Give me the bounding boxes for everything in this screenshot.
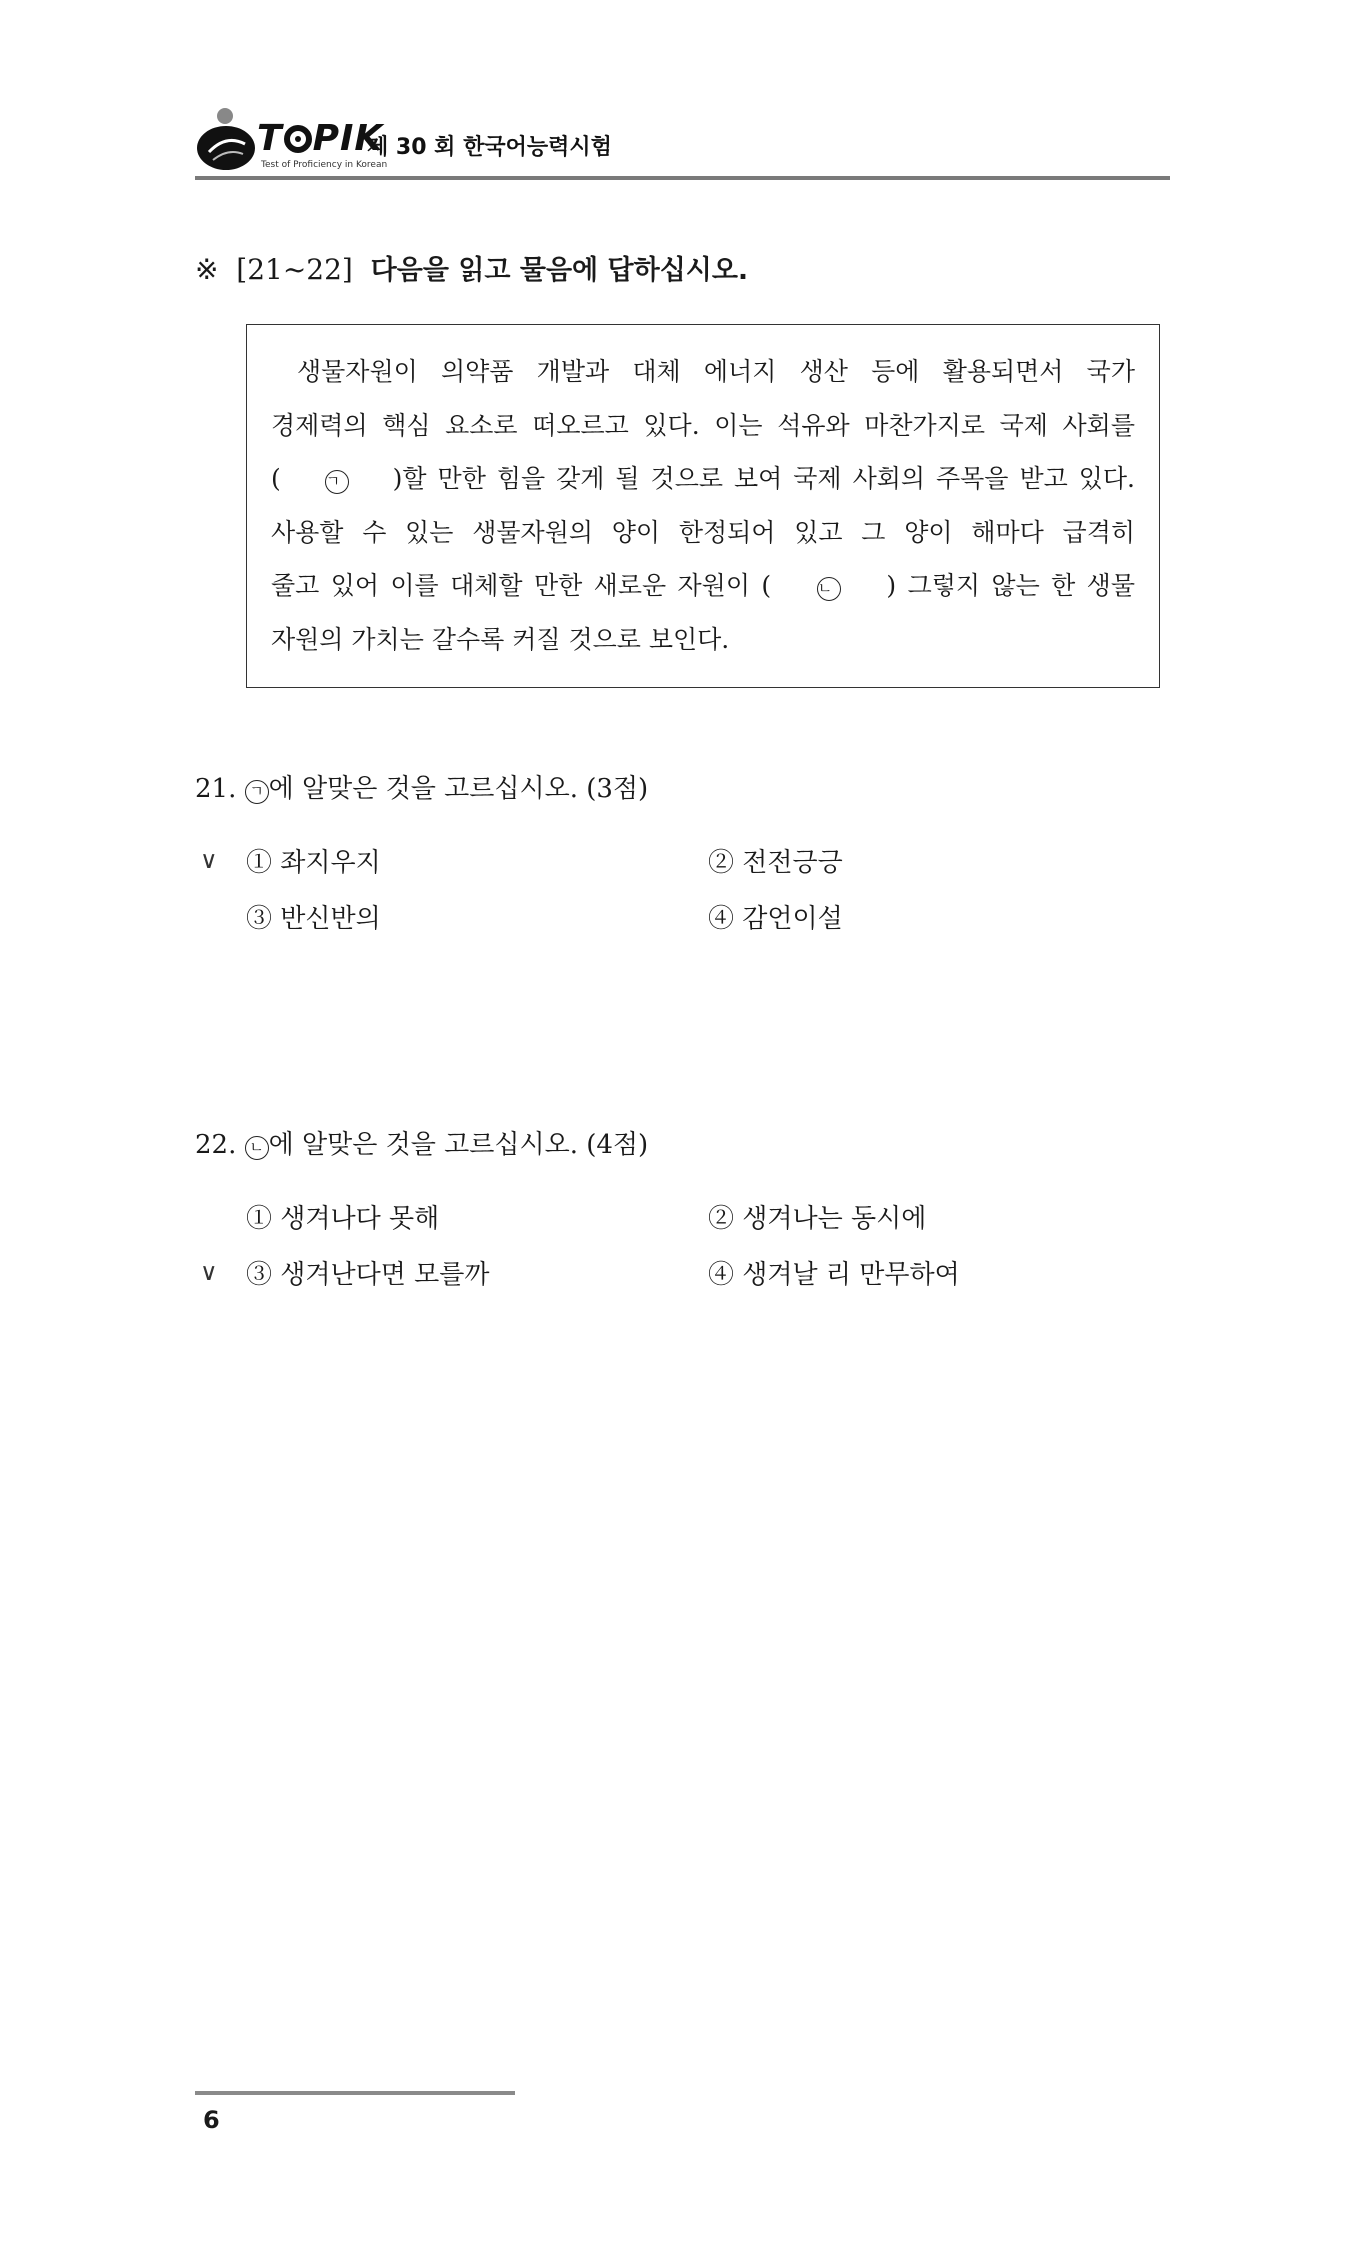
option-21-3[interactable]: ③ 반신반의 <box>246 904 381 934</box>
passage-line: 자원의 가치는 갈수록 커질 것으로 보인다. <box>271 624 730 654</box>
passage-line: 줄고 있어 이를 대체할 만한 새로운 자원이 ( ㄴ ) 그렇지 않는 한 생물 <box>271 571 1135 600</box>
option-21-4[interactable]: ④ 감언이설 <box>708 904 843 934</box>
blank-marker-nieun: ㄴ <box>817 577 841 601</box>
passage-line: 경제력의 핵심 요소로 떠오르고 있다. 이는 석유와 마찬가지로 국제 사회를 <box>271 410 1135 440</box>
section-instruction: 다음을 읽고 물음에 답하십시오. <box>370 255 749 286</box>
header-divider <box>195 176 1170 180</box>
question-22: 22. ㄴ 에 알맞은 것을 고르십시오. (4점) <box>195 1130 649 1160</box>
question-21: 21. ㄱ 에 알맞은 것을 고르십시오. (3점) <box>195 774 649 804</box>
blank-marker-giyeok: ㄱ <box>245 780 269 804</box>
answer-check-mark: ∨ <box>200 1258 218 1286</box>
blank-marker-nieun: ㄴ <box>245 1136 269 1160</box>
page-header <box>195 104 1170 184</box>
topik-logo-text: T PIK <box>257 118 384 159</box>
passage-line: ( ㄱ )할 만한 힘을 갖게 될 것으로 보여 국제 사회의 주목을 받고 있다. <box>271 464 1135 493</box>
passage-line: 사용할 수 있는 생물자원의 양이 한정되어 있고 그 양이 해마다 급격히 <box>271 517 1135 547</box>
passage-line: 생물자원이 의약품 개발과 대체 에너지 생산 등에 활용되면서 국가 <box>297 357 1135 386</box>
reading-passage <box>246 324 1160 688</box>
topik-logo-icon <box>195 104 257 176</box>
option-22-3[interactable]: ③ 생겨난다면 모를까 <box>246 1260 490 1290</box>
question-range: [21~22] <box>236 253 353 286</box>
page-number: 6 <box>203 2106 220 2134</box>
logo-o-icon <box>284 125 312 153</box>
option-22-2[interactable]: ② 생겨나는 동시에 <box>708 1204 927 1234</box>
option-21-2[interactable]: ② 전전긍긍 <box>708 848 843 878</box>
answer-check-mark: ∨ <box>200 846 218 874</box>
section-heading <box>195 248 748 287</box>
option-22-4[interactable]: ④ 생겨날 리 만무하여 <box>708 1260 960 1290</box>
exam-title: 제 30 회 한국어능력시험 <box>367 135 612 160</box>
option-22-1[interactable]: ① 생겨나다 못해 <box>246 1204 440 1234</box>
blank-marker-giyeok: ㄱ <box>325 470 349 494</box>
option-21-1[interactable]: ① 좌지우지 <box>246 848 381 878</box>
logo-subtitle: Test of Proficiency in Korean <box>261 160 388 170</box>
footer-divider <box>195 2091 515 2095</box>
reference-mark: ※ <box>195 253 219 286</box>
